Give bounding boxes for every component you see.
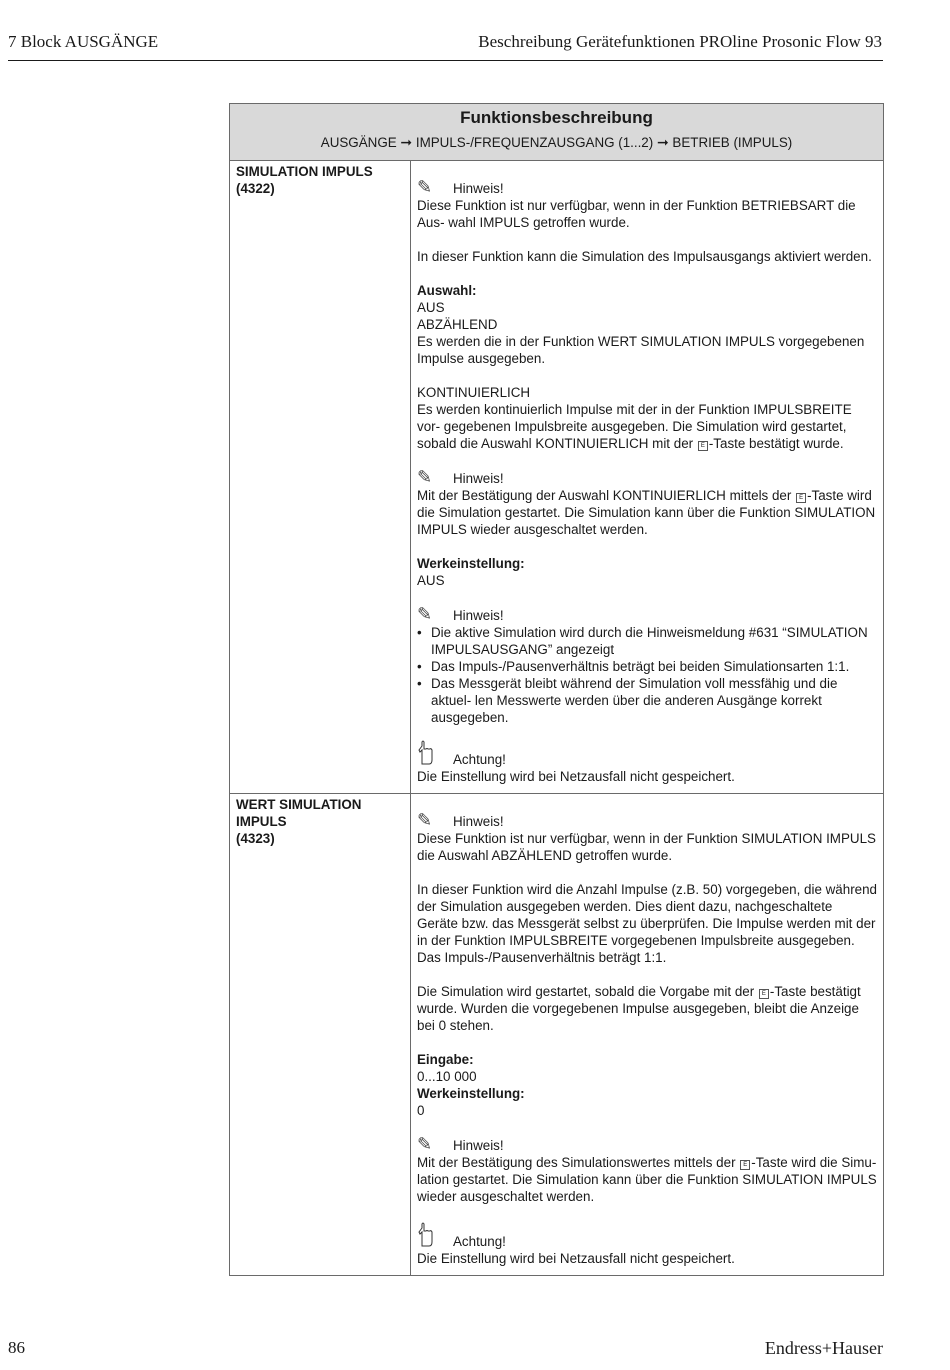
function-name-cell	[230, 794, 411, 1276]
pencil-icon: ✎	[417, 1134, 433, 1154]
caution-block	[417, 1222, 877, 1250]
enter-key-icon: E	[796, 493, 806, 503]
enter-key-icon: E	[698, 441, 708, 451]
note-block	[417, 812, 877, 830]
text-fragment: Mit der Bestätigung des Simulationswertes mittels der	[417, 1155, 736, 1170]
pencil-icon: ✎	[417, 810, 433, 830]
text-fragment: -Taste bestätigt wurde.	[708, 436, 844, 451]
menu-path-level-2: IMPULS-/FREQUENZAUSGANG (1...2)	[415, 135, 654, 150]
text-fragment: -Taste wird die Simu- lation gestartet. Die Simulation kann über die Funktion SIMULATION IMPULS wieder ausgeschaltet werden.	[417, 1155, 877, 1204]
description-text: In dieser Funktion kann die Simulation des Impulsausgangs aktiviert werden.	[417, 249, 872, 264]
option-kontinuierlich-description	[417, 401, 877, 452]
function-code: (4322)	[236, 181, 275, 196]
description-text: In dieser Funktion wird die Anzahl Impulse (z.B. 50) vorgegeben, die während der Simulation ausgegeben werden. Dies dient dazu, nachgeschaltete Geräte bzw. das Messgerät selbst zu überprüfen. Die Impulse werden mit der in der Funktion IMPULSBREITE vorgegebenen Impulsbreite ausgegeben. Das Impuls-/Pausenverhältnis beträgt 1:1.	[417, 882, 878, 965]
text-fragment: -Taste bestätigt wurde. Wurden die vorgegebenen Impulse ausgegeben, bleibt die Anzeige bei 0 stehen.	[417, 984, 861, 1033]
text-fragment: Mit der Bestätigung der Auswahl KONTINUIERLICH mittels der	[417, 488, 792, 503]
pointing-hand-icon	[417, 1222, 453, 1250]
pointing-hand-icon	[417, 740, 453, 768]
factory-setting-label: Werkeinstellung:	[417, 556, 525, 571]
input-label: Eingabe:	[417, 1052, 474, 1067]
note-block	[417, 179, 877, 197]
enter-key-icon: E	[759, 989, 769, 999]
note-bullet-list	[417, 624, 877, 726]
factory-setting-value: 0	[417, 1103, 425, 1118]
note-text: Diese Funktion ist nur verfügbar, wenn in der Funktion BETRIEBSART die Aus- wahl IMPULS getroffen wurde.	[417, 198, 856, 230]
table-header	[230, 104, 884, 161]
option-abzaehlend: ABZÄHLEND	[417, 317, 498, 332]
text-fragment: -Taste wird die Simulation gestartet. Die Simulation kann über die Funktion SIMULATION IMPULS wieder ausgeschaltet werden.	[417, 488, 876, 537]
option-kontinuierlich: KONTINUIERLICH	[417, 385, 531, 400]
table-row	[230, 794, 884, 1276]
description-text	[417, 983, 877, 1034]
list-item: • Die aktive Simulation wird durch die Hinweismeldung #631 “SIMULATION IMPULSAUSGANG” angezeigt	[431, 624, 877, 658]
chapter-header: 7 Block AUSGÄNGE	[8, 32, 159, 51]
right-arrow-icon: ➞	[656, 134, 669, 150]
note-label: Hinweis!	[453, 608, 504, 623]
note-label: Hinweis!	[453, 181, 504, 196]
caution-text: Die Einstellung wird bei Netzausfall nicht gespeichert.	[417, 1251, 735, 1266]
caution-label: Achtung!	[453, 752, 506, 767]
note-text: Diese Funktion ist nur verfügbar, wenn in der Funktion SIMULATION IMPULS die Auswahl ABZÄHLEND getroffen wurde.	[417, 831, 876, 863]
caution-text: Die Einstellung wird bei Netzausfall nicht gespeichert.	[417, 769, 735, 784]
text-fragment: Es werden kontinuierlich Impulse mit der in der Funktion IMPULSBREITE vor- gegebenen Impulsbreite ausgegeben. Die Simulation wird gestartet, sobald die Auswahl KONTINUIERLICH mit der	[417, 402, 852, 451]
option-aus: AUS	[417, 300, 445, 315]
selection-label: Auswahl:	[417, 283, 477, 298]
note-label: Hinweis!	[453, 471, 504, 486]
note-block	[417, 1136, 877, 1154]
menu-path	[230, 128, 883, 151]
input-range: 0...10 000	[417, 1069, 477, 1084]
list-item: • Das Messgerät bleibt während der Simulation voll messfähig und die aktuel- len Messwerte werden über die anderen Ausgänge korrekt ausgegeben.	[431, 675, 877, 726]
note-text	[417, 1154, 877, 1205]
function-description-table	[229, 103, 884, 1276]
pencil-icon: ✎	[417, 467, 433, 487]
menu-path-level-1: AUSGÄNGE	[320, 135, 397, 150]
function-code: (4323)	[236, 831, 275, 846]
factory-setting-value: AUS	[417, 573, 445, 588]
note-block	[417, 469, 877, 487]
note-label: Hinweis!	[453, 814, 504, 829]
pencil-icon: ✎	[417, 604, 433, 624]
option-abzaehlend-description: Es werden die in der Funktion WERT SIMULATION IMPULS vorgegebenen Impulse ausgegeben.	[417, 334, 865, 366]
text-fragment: Die Simulation wird gestartet, sobald die Vorgabe mit der	[417, 984, 755, 999]
function-name: WERT SIMULATION IMPULS	[236, 797, 362, 829]
pencil-icon: ✎	[417, 177, 433, 197]
function-description-cell	[411, 161, 884, 794]
table-row	[230, 161, 884, 794]
function-name: SIMULATION IMPULS	[236, 164, 373, 179]
brand-logo: Endress+Hauser	[764, 1338, 883, 1358]
table-title: Funktionsbeschreibung	[460, 108, 653, 127]
note-label: Hinweis!	[453, 1138, 504, 1153]
factory-setting-label: Werkeinstellung:	[417, 1086, 525, 1101]
caution-label: Achtung!	[453, 1234, 506, 1249]
caution-block	[417, 740, 877, 768]
function-description-cell	[411, 794, 884, 1276]
note-block	[417, 606, 877, 624]
right-arrow-icon: ➞	[400, 134, 413, 150]
document-title-header: Beschreibung Gerätefunktionen PROline Prosonic Flow 93	[478, 32, 882, 51]
page-number: 86	[8, 1338, 25, 1357]
list-item: • Das Impuls-/Pausenverhältnis beträgt bei beiden Simulationsarten 1:1.	[431, 658, 877, 675]
header-rule	[8, 60, 883, 61]
note-text	[417, 487, 877, 538]
function-name-cell	[230, 161, 411, 794]
menu-path-level-3: BETRIEB (IMPULS)	[672, 135, 793, 150]
enter-key-icon: E	[740, 1160, 750, 1170]
